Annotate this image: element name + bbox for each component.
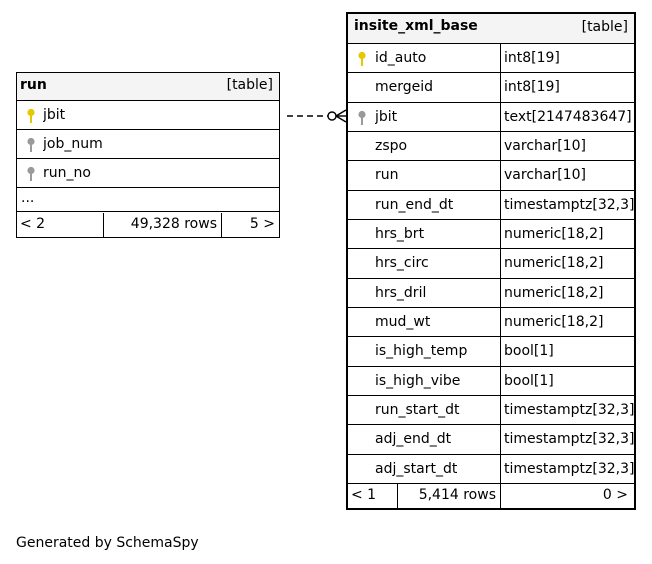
column-name: is_high_vibe [375, 372, 461, 389]
column-row-adj-end-dt[interactable] [348, 425, 634, 454]
column-type: int8[19] [504, 50, 560, 66]
column-row-run-no[interactable] [17, 159, 279, 188]
primary-key-icon [356, 51, 368, 67]
table-name: run [20, 77, 47, 93]
column-row-run-end-dt[interactable] [348, 191, 634, 220]
column-name: run_no [43, 165, 91, 181]
column-name: mud_wt [375, 313, 431, 330]
column-row-id-auto[interactable] [348, 44, 634, 73]
column-name: run [375, 167, 399, 184]
column-row-run[interactable] [348, 161, 634, 190]
column-name: hrs_dril [375, 284, 427, 301]
table-name: insite_xml_base [354, 18, 478, 34]
footer-divider [397, 484, 398, 508]
column-row-is-high-temp[interactable] [348, 337, 634, 366]
relationship-optional-circle [328, 112, 336, 120]
column-type: text[2147483647] [504, 108, 632, 125]
column-row-jbit[interactable] [348, 103, 634, 132]
column-type: timestamptz[32,3] [504, 196, 635, 213]
column-type: numeric[18,2] [504, 225, 604, 242]
children-count[interactable]: < 1 [351, 487, 377, 503]
children-count[interactable]: < 2 [20, 216, 46, 232]
column-type: varchar[10] [504, 137, 586, 154]
column-type: numeric[18,2] [504, 284, 604, 301]
column-name: jbit [43, 107, 66, 123]
column-name: job_num [43, 136, 103, 152]
table-insite-header[interactable] [348, 14, 634, 44]
column-name: run_end_dt [375, 196, 454, 213]
column-row-hrs-brt[interactable] [348, 220, 634, 249]
column-type: numeric[18,2] [504, 255, 604, 272]
table-footer [17, 213, 279, 237]
column-type: bool[1] [504, 343, 554, 360]
generated-by-credit: Generated by SchemaSpy [16, 535, 199, 551]
column-row-jbit[interactable] [17, 101, 279, 130]
footer-divider [221, 213, 222, 237]
primary-key-icon [25, 108, 37, 124]
table-footer [348, 484, 634, 508]
relationship-crowfoot-upper [336, 110, 346, 116]
column-row-hrs-dril[interactable] [348, 279, 634, 308]
column-type: timestamptz[32,3] [504, 401, 635, 418]
column-type: timestamptz[32,3] [504, 460, 635, 477]
table-kind: [table] [581, 19, 628, 35]
table-kind: [table] [226, 77, 273, 93]
column-name: hrs_circ [375, 255, 429, 272]
column-row-hrs-circ[interactable] [348, 249, 634, 278]
column-name: run_start_dt [375, 401, 460, 418]
column-type: numeric[18,2] [504, 313, 604, 330]
column-name: adj_end_dt [375, 431, 452, 448]
column-name: hrs_brt [375, 225, 425, 242]
ellipsis-row [17, 188, 279, 212]
column-row-mud-wt[interactable] [348, 308, 634, 337]
column-row-zspo[interactable] [348, 132, 634, 161]
parents-count[interactable]: 5 > [249, 216, 275, 232]
footer-divider [103, 213, 104, 237]
column-name: jbit [375, 108, 398, 125]
column-name: adj_start_dt [375, 460, 458, 477]
column-row-run-start-dt[interactable] [348, 396, 634, 425]
column-name: is_high_temp [375, 343, 468, 360]
column-type: bool[1] [504, 372, 554, 389]
column-type: int8[19] [504, 79, 560, 96]
column-type: varchar[10] [504, 167, 586, 184]
column-type: timestamptz[32,3] [504, 431, 635, 448]
row-count: 49,328 rows [130, 216, 217, 232]
more-columns-ellipsis: ... [21, 190, 35, 206]
column-name: id_auto [375, 50, 427, 66]
index-key-icon [25, 166, 37, 182]
table-run[interactable] [16, 72, 280, 238]
table-insite-xml-base[interactable] [346, 12, 636, 510]
index-key-icon [356, 110, 368, 126]
column-name: mergeid [375, 79, 434, 96]
column-name: zspo [375, 137, 408, 154]
column-row-is-high-vibe[interactable] [348, 367, 634, 396]
column-row-mergeid[interactable] [348, 73, 634, 102]
table-run-header[interactable] [17, 73, 279, 101]
row-count: 5,414 rows [418, 487, 496, 503]
column-row-adj-start-dt[interactable] [348, 455, 634, 484]
relationship-crowfoot-lower [336, 116, 346, 122]
parents-count[interactable]: 0 > [602, 487, 628, 503]
column-row-job-num[interactable] [17, 130, 279, 159]
index-key-icon [25, 137, 37, 153]
